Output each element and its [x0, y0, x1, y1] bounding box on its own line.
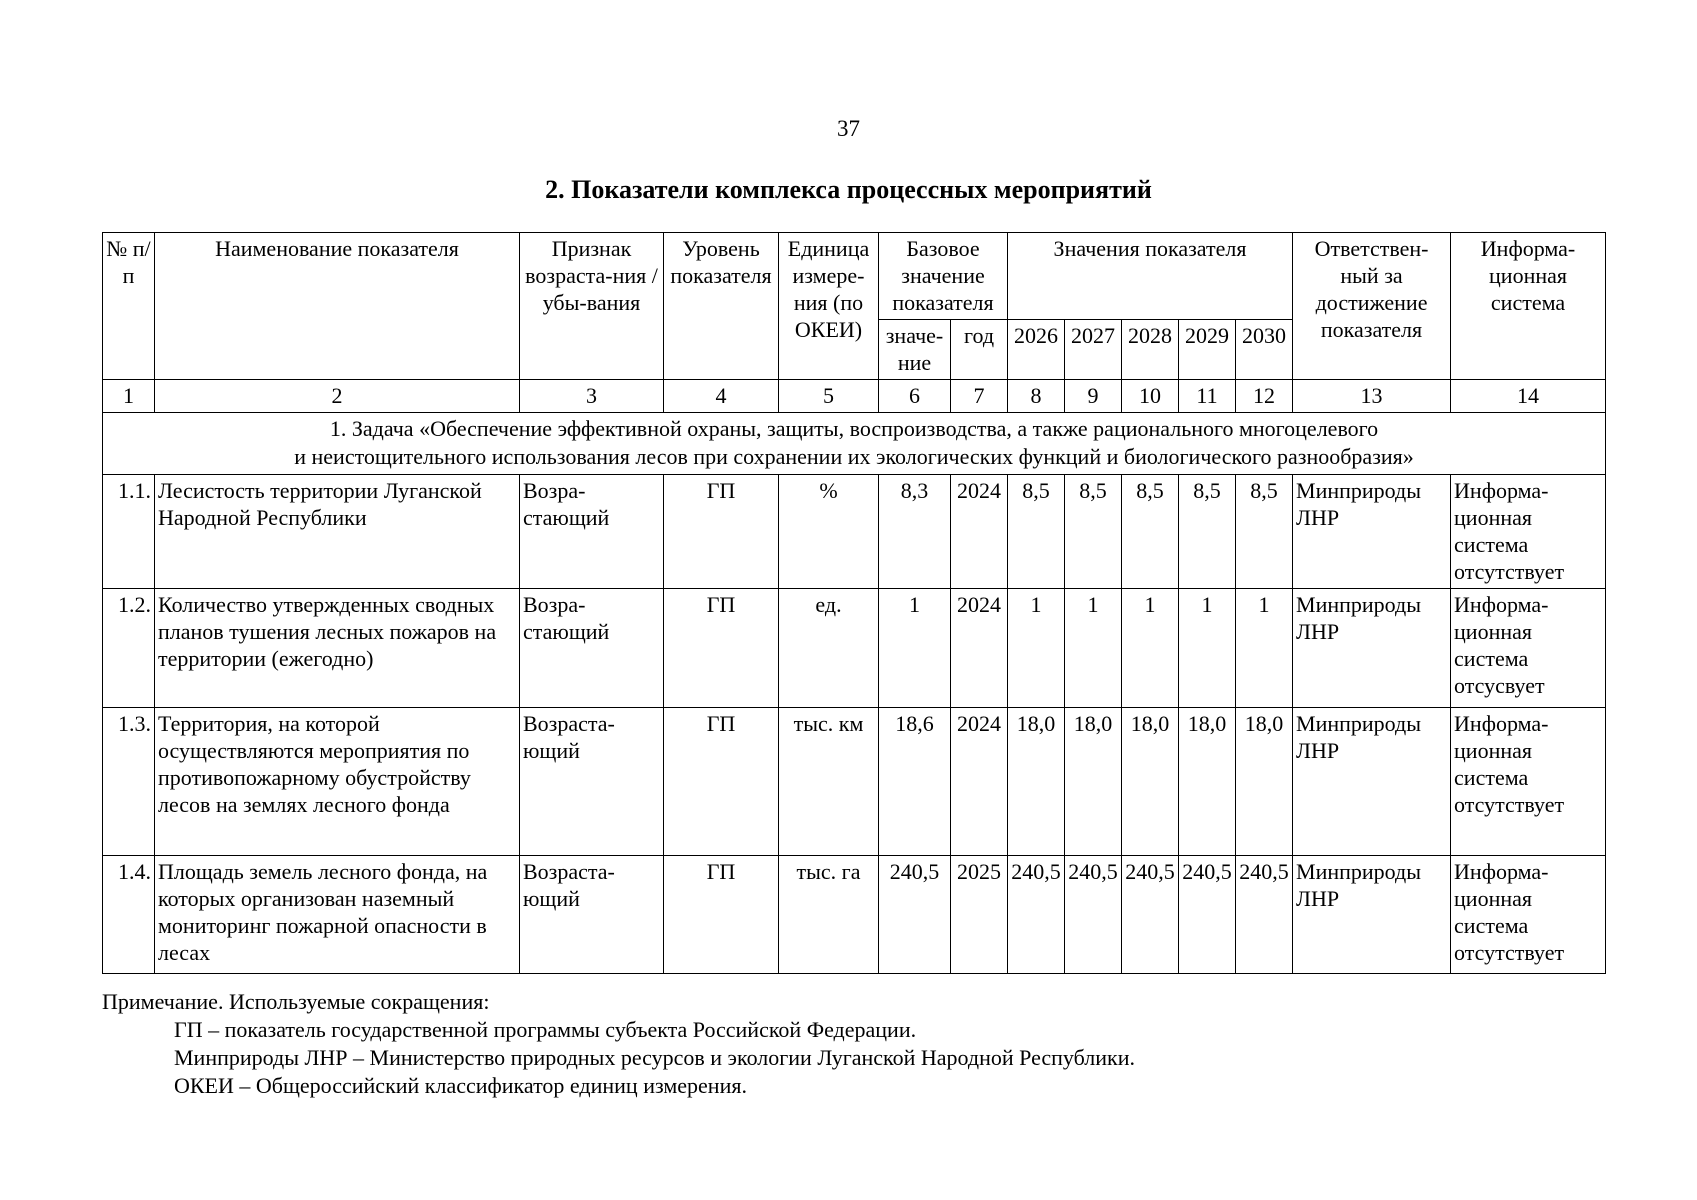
row-unit: % — [779, 475, 879, 589]
column-number: 7 — [951, 380, 1008, 413]
header-year: 2029 — [1179, 320, 1236, 380]
row-value: 240,5 — [1179, 856, 1236, 974]
table-row — [103, 708, 1606, 856]
column-number: 2 — [155, 380, 520, 413]
footnote-item: Минприроды ЛНР – Министерство природных ресурсов и экологии Луганской Народной Республики. — [174, 1045, 1135, 1070]
header-level: Уровень показателя — [664, 233, 779, 380]
column-number: 1 — [103, 380, 155, 413]
header-year: 2027 — [1065, 320, 1122, 380]
column-number: 12 — [1236, 380, 1293, 413]
row-responsible: Минприроды ЛНР — [1293, 856, 1451, 974]
row-base-value: 18,6 — [879, 708, 951, 856]
column-number: 3 — [520, 380, 664, 413]
header-year: 2030 — [1236, 320, 1293, 380]
column-number: 13 — [1293, 380, 1451, 413]
row-name: Лесистость территории Луганской Народной Республики — [155, 475, 520, 589]
header-trend: Признак возраста-ния /убы-вания — [520, 233, 664, 380]
row-responsible: Минприроды ЛНР — [1293, 475, 1451, 589]
page-number: 37 — [837, 116, 860, 141]
row-value: 18,0 — [1179, 708, 1236, 856]
task-row — [103, 413, 1606, 475]
table-row — [103, 475, 1606, 589]
row-level: ГП — [664, 856, 779, 974]
row-base-value: 240,5 — [879, 856, 951, 974]
row-name: Территория, на которой осуществляются мероприятия по противопожарному обустройству лесов на землях лесного фонда — [155, 708, 520, 856]
row-unit: тыс. км — [779, 708, 879, 856]
row-level: ГП — [664, 708, 779, 856]
row-value: 1 — [1065, 589, 1122, 708]
header-year: 2028 — [1122, 320, 1179, 380]
row-base-year: 2025 — [951, 856, 1008, 974]
header-base-year: год — [951, 320, 1008, 380]
row-value: 18,0 — [1236, 708, 1293, 856]
row-level: ГП — [664, 475, 779, 589]
column-number: 5 — [779, 380, 879, 413]
row-value: 18,0 — [1065, 708, 1122, 856]
footnote-item: ГП – показатель государственной программы субъекта Российской Федерации. — [174, 1017, 917, 1042]
header-base: Базовое значение показателя — [879, 233, 1008, 320]
row-value: 8,5 — [1065, 475, 1122, 589]
column-number: 8 — [1008, 380, 1065, 413]
header-responsible: Ответствен-ный за достижение показателя — [1293, 233, 1451, 380]
row-base-year: 2024 — [951, 475, 1008, 589]
column-number: 9 — [1065, 380, 1122, 413]
row-num: 1.4. — [103, 856, 155, 974]
header-num: № п/п — [103, 233, 155, 380]
task-line: и неистощительного использования лесов при сохранении их экологических функций и биологического разнообразия» — [294, 444, 1414, 469]
task-cell — [103, 413, 1606, 475]
row-base-year: 2024 — [951, 708, 1008, 856]
footnote-item: ОКЕИ – Общероссийский классификатор единиц измерения. — [174, 1073, 747, 1098]
row-info-system: Информа-ционная система отсусвует — [1451, 589, 1606, 708]
row-responsible: Минприроды ЛНР — [1293, 708, 1451, 856]
row-value: 8,5 — [1179, 475, 1236, 589]
row-value: 18,0 — [1122, 708, 1179, 856]
row-trend: Возра-стающий — [520, 475, 664, 589]
task-line: 1. Задача «Обеспечение эффективной охраны, защиты, воспроизводства, а также рационального многоцелевого — [329, 416, 1379, 441]
column-number: 6 — [879, 380, 951, 413]
column-number: 10 — [1122, 380, 1179, 413]
header-base-value: значе-ние — [879, 320, 951, 380]
table-row — [103, 856, 1606, 974]
row-value: 1 — [1122, 589, 1179, 708]
header-name: Наименование показателя — [155, 233, 520, 380]
row-base-value: 8,3 — [879, 475, 951, 589]
row-unit: ед. — [779, 589, 879, 708]
header-unit: Единица измере-ния (по ОКЕИ) — [779, 233, 879, 380]
row-num: 1.3. — [103, 708, 155, 856]
footnote — [102, 988, 1135, 1100]
footnote-title: Примечание. Используемые сокращения: — [102, 989, 490, 1014]
column-number: 11 — [1179, 380, 1236, 413]
row-name: Количество утвержденных сводных планов тушения лесных пожаров на территории (ежегодно) — [155, 589, 520, 708]
row-value: 1 — [1236, 589, 1293, 708]
row-trend: Возраста-ющий — [520, 708, 664, 856]
row-value: 1 — [1179, 589, 1236, 708]
row-value: 240,5 — [1008, 856, 1065, 974]
row-value: 1 — [1008, 589, 1065, 708]
row-base-year: 2024 — [951, 589, 1008, 708]
row-value: 8,5 — [1122, 475, 1179, 589]
row-value: 240,5 — [1236, 856, 1293, 974]
row-value: 8,5 — [1236, 475, 1293, 589]
column-number: 14 — [1451, 380, 1606, 413]
row-name: Площадь земель лесного фонда, на которых организован наземный мониторинг пожарной опасности в лесах — [155, 856, 520, 974]
column-number: 4 — [664, 380, 779, 413]
header-year: 2026 — [1008, 320, 1065, 380]
indicators-table — [102, 232, 1606, 974]
row-value: 240,5 — [1065, 856, 1122, 974]
column-numbers-row — [103, 380, 1606, 413]
row-num: 1.1. — [103, 475, 155, 589]
row-value: 240,5 — [1122, 856, 1179, 974]
header-values: Значения показателя — [1008, 233, 1293, 320]
row-num: 1.2. — [103, 589, 155, 708]
row-base-value: 1 — [879, 589, 951, 708]
section-title: 2. Показатели комплекса процессных мероприятий — [545, 175, 1152, 204]
header-row-1 — [103, 233, 1606, 320]
row-unit: тыс. га — [779, 856, 879, 974]
row-responsible: Минприроды ЛНР — [1293, 589, 1451, 708]
row-level: ГП — [664, 589, 779, 708]
row-value: 8,5 — [1008, 475, 1065, 589]
row-info-system: Информа-ционная система отсутствует — [1451, 708, 1606, 856]
row-trend: Возра-стающий — [520, 589, 664, 708]
table-row — [103, 589, 1606, 708]
row-info-system: Информа-ционная система отсутствует — [1451, 475, 1606, 589]
row-value: 18,0 — [1008, 708, 1065, 856]
header-info-system: Информа-ционная система — [1451, 233, 1606, 380]
row-info-system: Информа-ционная система отсутствует — [1451, 856, 1606, 974]
row-trend: Возраста-ющий — [520, 856, 664, 974]
